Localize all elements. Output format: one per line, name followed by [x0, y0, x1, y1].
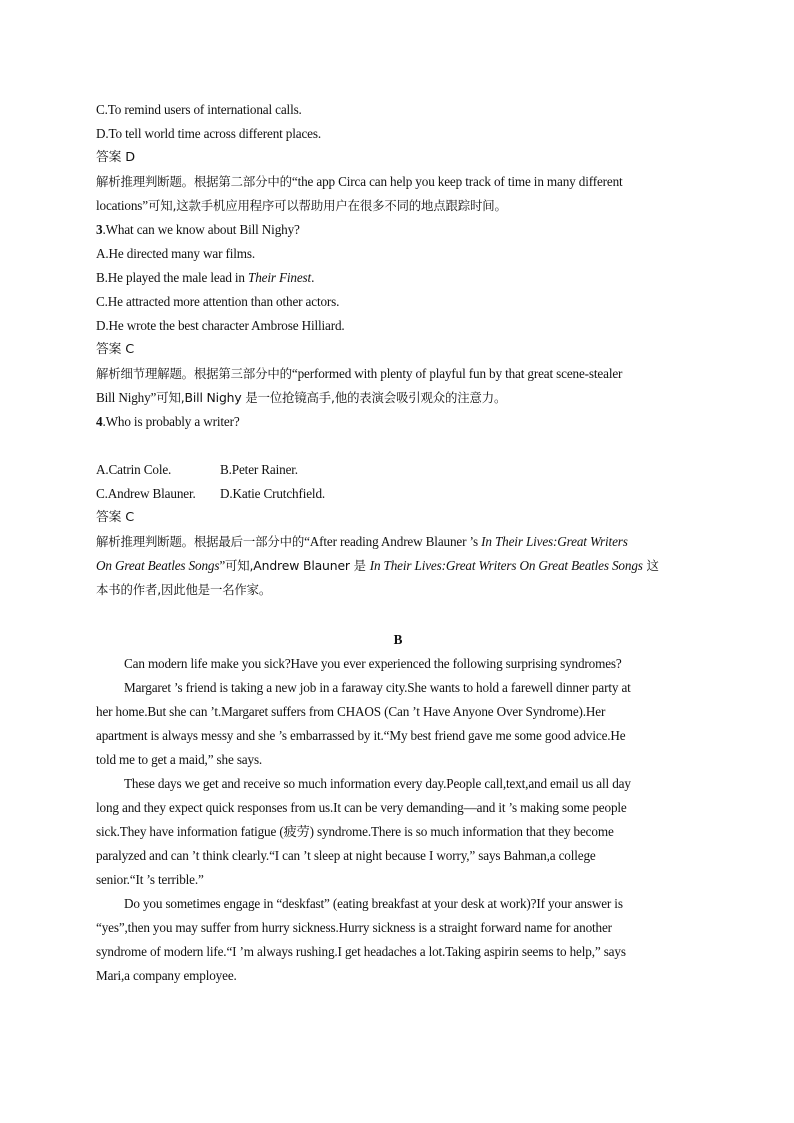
- q2-explanation-line-2: [96, 194, 700, 218]
- q3-option-b: [96, 266, 700, 290]
- q4-question: [96, 410, 700, 434]
- document-page: [96, 98, 700, 988]
- q4-option-d: D.Katie Crutchfield.: [220, 486, 326, 501]
- q3-number: 3: [96, 222, 103, 237]
- q4-question-text: .Who is probably a writer?: [102, 414, 240, 429]
- passage-line: Mari,a company employee.: [96, 968, 237, 983]
- passage-line: told me to get a maid,” she says.: [96, 752, 263, 767]
- passage-line: paralyzed and can ’t think clearly.“I can ’t sleep at night because I worry,” says Bahman,a college: [96, 848, 596, 863]
- q2-option-d: D.To tell world time across different places.: [96, 126, 321, 141]
- q4-options-row-1: [96, 458, 700, 482]
- q4-explanation-quote: “After reading Andrew Blauner ’s: [304, 534, 482, 549]
- passage-line: “yes”,then you may suffer from hurry sickness.Hurry sickness is a straight forward name for another: [96, 920, 612, 935]
- section-spacer: [96, 602, 700, 628]
- passage-line: Can modern life make you sick?Have you ever experienced the following surprising syndromes?: [124, 656, 622, 671]
- q2-explanation-zh-conclusion: 可知,这款手机应用程序可以帮助用户在很多不同的地点跟踪时间。: [147, 198, 507, 213]
- q4-answer: 答案 C: [96, 510, 134, 525]
- q4-option-a: A.Catrin Cole.: [96, 462, 172, 477]
- q4-explanation-quote-end: ”: [219, 558, 226, 573]
- q4-explanation-line-2: [96, 554, 700, 578]
- q3-option-c: C.He attracted more attention than other actors.: [96, 294, 340, 309]
- q3-explanation-quote: “performed with plenty of playful fun by that great scene-stealer: [291, 366, 623, 381]
- passage-line: These days we get and receive so much information every day.People call,text,and email us all day: [124, 776, 631, 791]
- q2-option-c: C.To remind users of international calls.: [96, 102, 302, 117]
- q4-explanation-zh: 解析推理判断题。根据最后一部分中的: [96, 534, 305, 549]
- q4-number: 4: [96, 414, 103, 429]
- q3-question-text: .What can we know about Bill Nighy?: [102, 222, 300, 237]
- q4-options-row-2: [96, 482, 700, 506]
- q3-explanation-line-2: [96, 386, 700, 410]
- q3-option-a: A.He directed many war films.: [96, 246, 255, 261]
- q3-explanation-line-1: [96, 362, 700, 386]
- passage-line: sick.They have information fatigue (疲劳) syndrome.There is so much information that they become: [96, 824, 614, 839]
- q3-option-b-title: Their Finest: [248, 270, 312, 285]
- q3-explanation-quote-end: Bill Nighy”: [96, 390, 157, 405]
- q4-explanation-book-title-full: In Their Lives:Great Writers On Great Beatles Songs: [369, 558, 643, 573]
- q3-explanation-zh-conclusion: 可知,Bill Nighy 是一位抢镜高手,他的表演会吸引观众的注意力。: [156, 390, 507, 405]
- q2-explanation-line-1: [96, 170, 700, 194]
- q3-answer: 答案 C: [96, 342, 134, 357]
- q4-explanation-book-title: In Their Lives:Great Writers: [481, 534, 628, 549]
- passage-line: Margaret ’s friend is taking a new job in a faraway city.She wants to hold a farewell dinner party at: [124, 680, 631, 695]
- passage-line: apartment is always messy and she ’s embarrassed by it.“My best friend gave me some good advice.He: [96, 728, 626, 743]
- passage-line: Do you sometimes engage in “deskfast” (eating breakfast at your desk at work)?If your answer is: [124, 896, 623, 911]
- q4-explanation-zh-tail: 这: [642, 558, 659, 573]
- passage-heading: B: [393, 632, 403, 647]
- passage-line: long and they expect quick responses from us.It can be very demanding—and it ’s making some people: [96, 800, 627, 815]
- q4-explanation-book-title-end: On Great Beatles Songs: [96, 558, 220, 573]
- q4-explanation-line-1: [96, 530, 700, 554]
- q3-option-b-text: B.He played the male lead in: [96, 270, 249, 285]
- q3-option-b-suffix: .: [311, 270, 315, 285]
- q3-option-d: D.He wrote the best character Ambrose Hilliard.: [96, 318, 345, 333]
- q2-explanation-quote-end: locations”: [96, 198, 148, 213]
- passage-line: syndrome of modern life.“I ’m always rushing.I get headaches a lot.Taking aspirin seems to help,” says: [96, 944, 626, 959]
- q2-answer: 答案 D: [96, 150, 135, 165]
- q3-question: [96, 218, 700, 242]
- q4-option-b: B.Peter Rainer.: [220, 462, 298, 477]
- q4-explanation-line-3: 本书的作者,因此他是一名作家。: [96, 582, 272, 597]
- q4-explanation-zh-mid: 可知,Andrew Blauner 是: [225, 558, 370, 573]
- passage-line: senior.“It ’s terrible.”: [96, 872, 204, 887]
- q3-explanation-zh: 解析细节理解题。根据第三部分中的: [96, 366, 292, 381]
- q2-explanation-quote: “the app Circa can help you keep track of time in many different: [291, 174, 623, 189]
- q4-option-c: C.Andrew Blauner.: [96, 486, 196, 501]
- q4-spacer: [96, 434, 700, 458]
- passage-line: her home.But she can ’t.Margaret suffers from CHAOS (Can ’t Have Anyone Over Syndrome).Her: [96, 704, 606, 719]
- q2-explanation-zh: 解析推理判断题。根据第二部分中的: [96, 174, 292, 189]
